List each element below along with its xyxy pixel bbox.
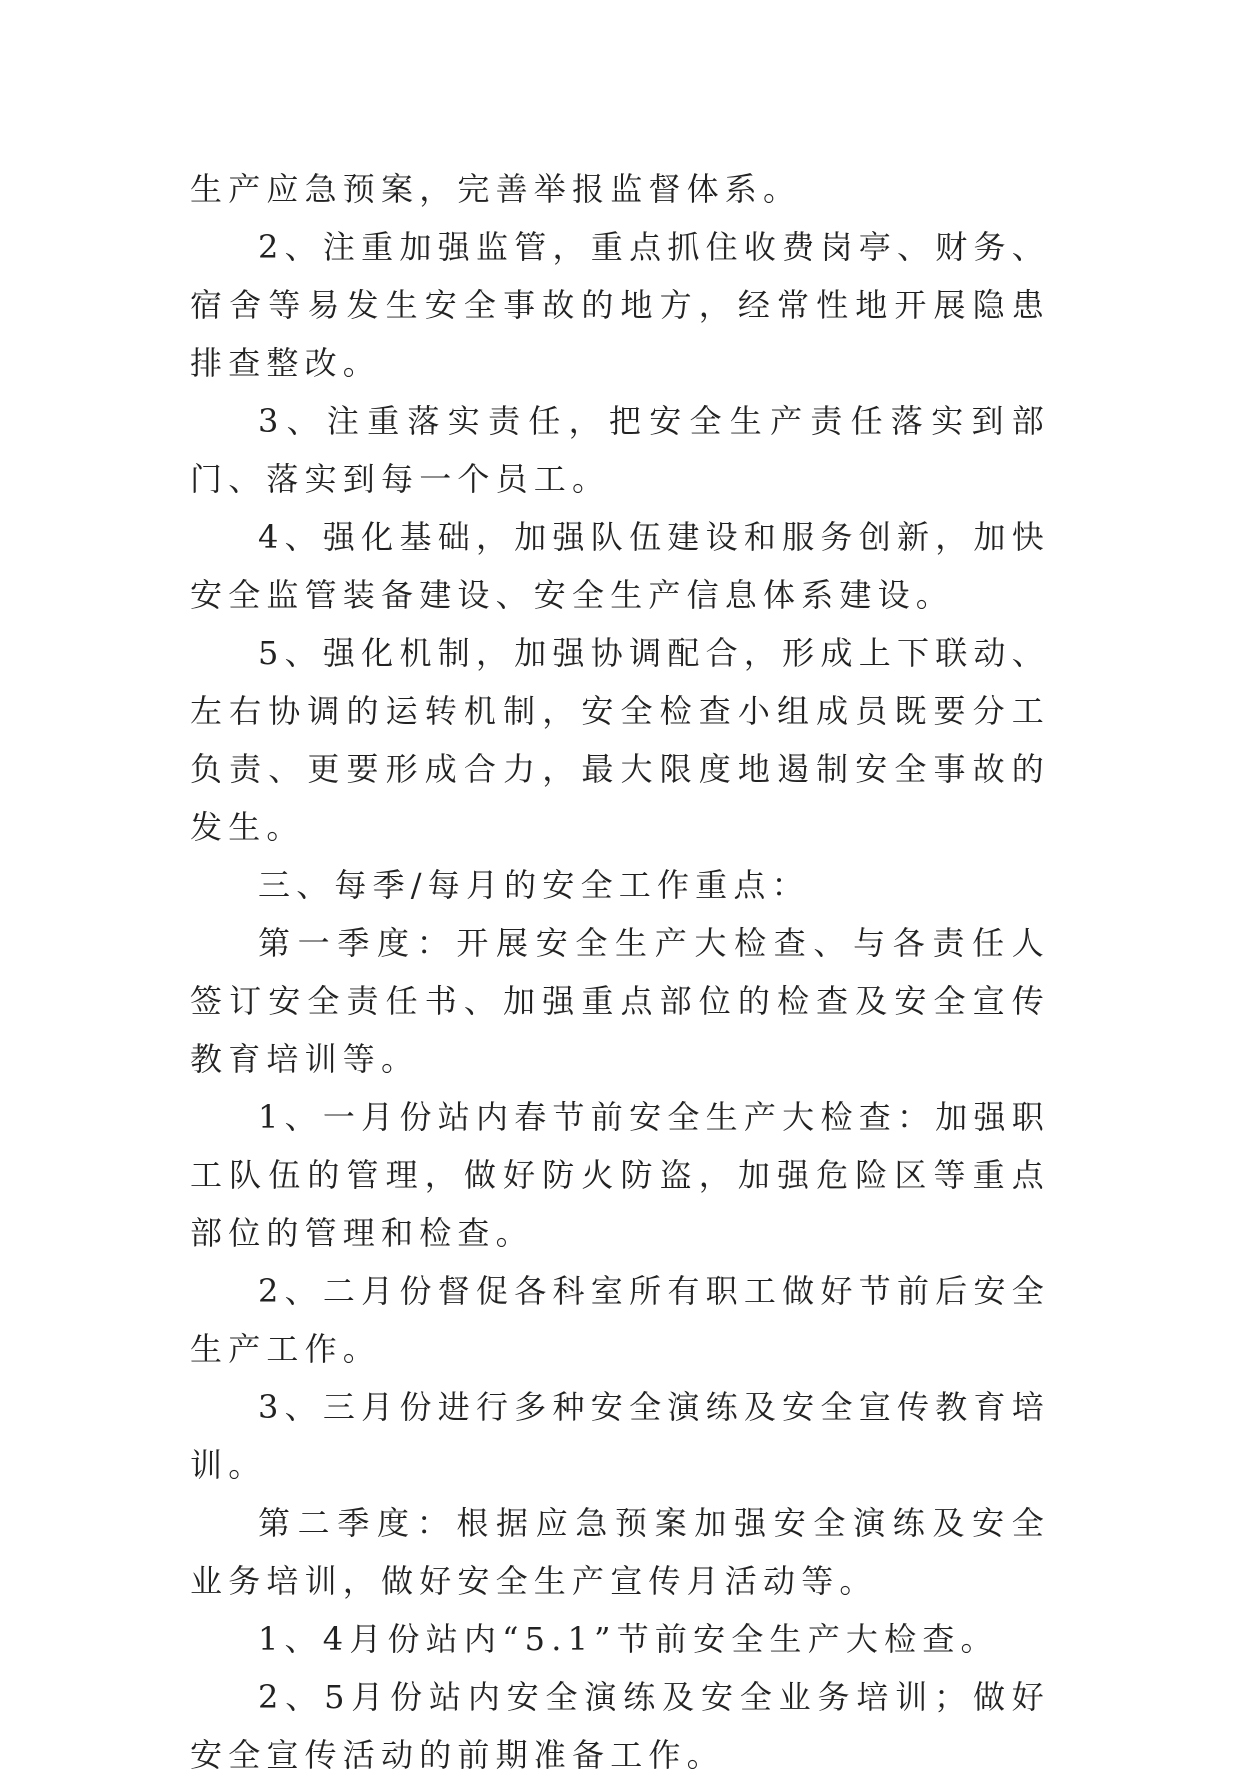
paragraph-2: 3、注重落实责任，把安全生产责任落实到部门、落实到每一个员工。 (190, 402, 1050, 498)
paragraph-1: 2、注重加强监管，重点抓住收费岗亭、财务、宿舍等易发生安全事故的地方，经常性地开展隐患排查整改。 (190, 228, 1050, 382)
paragraph-march: 3、三月份进行多种安全演练及安全宣传教育培训。 (190, 1388, 1050, 1484)
paragraph-0: 生产应急预案，完善举报监督体系。 (190, 170, 802, 208)
section-heading-quarterly-focus: 三、每季/每月的安全工作重点： (258, 866, 810, 904)
paragraph-q1-summary: 第一季度：开展安全生产大检查、与各责任人签订安全责任书、加强重点部位的检查及安全宣传教育培训等。 (190, 924, 1050, 1078)
paragraph-may: 2、5月份站内安全演练及安全业务培训；做好安全宣传活动的前期准备工作。 (190, 1678, 1050, 1774)
paragraph-january: 1、一月份站内春节前安全生产大检查：加强职工队伍的管理，做好防火防盗，加强危险区等重点部位的管理和检查。 (190, 1098, 1050, 1252)
document-body (190, 160, 1050, 1784)
paragraph-3: 4、强化基础，加强队伍建设和服务创新，加快安全监管装备建设、安全生产信息体系建设。 (190, 518, 1050, 614)
paragraph-q2-summary: 第二季度：根据应急预案加强安全演练及安全业务培训，做好安全生产宣传月活动等。 (190, 1504, 1050, 1600)
paragraph-4: 5、强化机制，加强协调配合，形成上下联动、左右协调的运转机制，安全检查小组成员既要分工负责、更要形成合力，最大限度地遏制安全事故的发生。 (190, 634, 1050, 846)
paragraph-april: 1、4月份站内“5.1”节前安全生产大检查。 (258, 1620, 999, 1658)
paragraph-february: 2、二月份督促各科室所有职工做好节前后安全生产工作。 (190, 1272, 1050, 1368)
